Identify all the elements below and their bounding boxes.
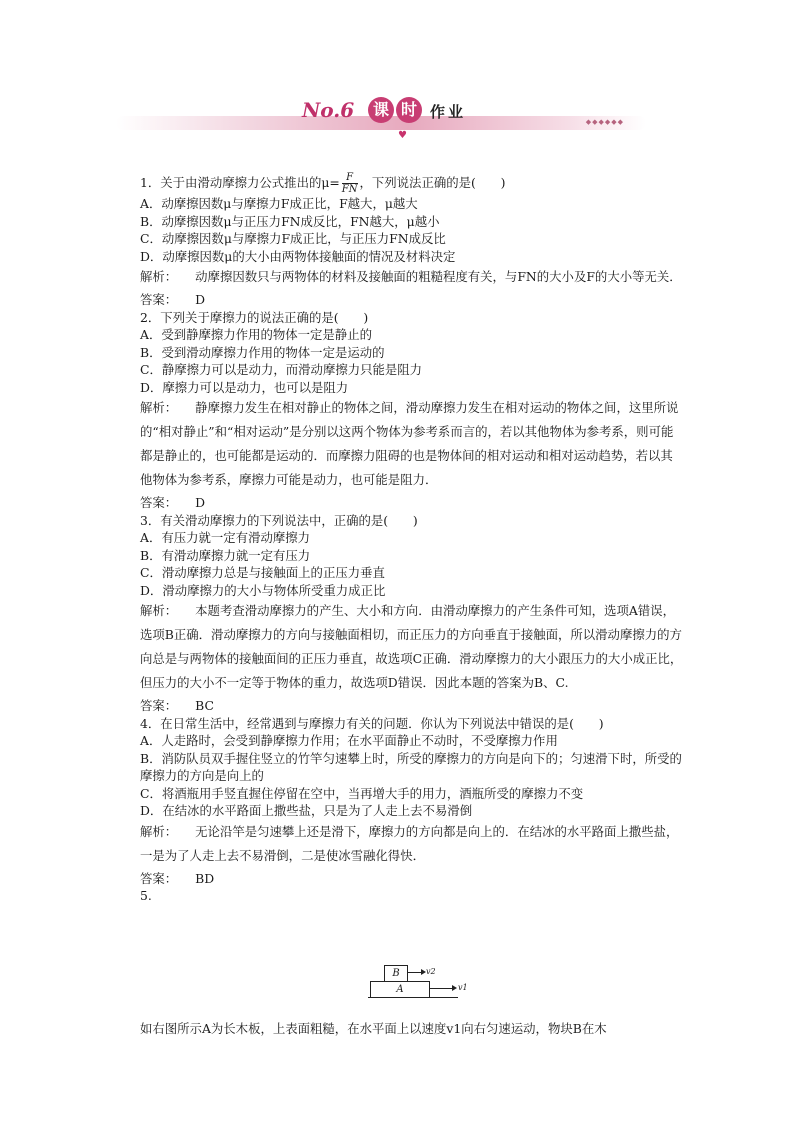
v2-label: v2 [426, 967, 436, 976]
q2-option-c: C．静摩擦力可以是动力，而滑动摩擦力只能是阻力 [140, 362, 423, 377]
q2-solution-text: 静摩擦力发生在相对静止的物体之间，滑动摩擦力发生在相对运动的物体之间，这里所说的“相对静止”和“相对运动”是分别以这两个物体为参考系而言的，若以其他物体为参考系，则可能都是静止的，也可能都是运动的．而摩擦力阻碍的也是物体间的相对运动和相对运动趋势，若以其他物体为参考系，摩擦力可能是动力，也可能是阻力． [140, 400, 679, 487]
q1-answer-value: D [195, 292, 206, 307]
q1-stem [140, 172, 685, 195]
q2-answer [140, 494, 685, 512]
q4-option-d: D．在结冰的水平路面上撒些盐，只是为了人走上去不易滑倒 [140, 803, 473, 818]
lesson-number: No.6 [302, 98, 355, 122]
decorative-dots: ◆◆◆◆◆◆ [585, 118, 624, 126]
q3-answer-value: BC [195, 698, 214, 713]
header-badge-2: 时 [396, 97, 422, 123]
q2-solution [120, 396, 685, 492]
q1-stem-a: 1．关于由滑动摩擦力公式推出的μ= [140, 175, 340, 190]
solution-label: 解析： [140, 400, 178, 415]
q1-option-c: C．动摩擦因数μ与摩擦力F成正比，与正压力FN成反比 [140, 231, 446, 246]
q4-option-a: A．人走路时，会受到静摩擦力作用；在水平面静止不动时，不受摩擦力作用 [140, 733, 558, 748]
q3-option-c: C．滑动摩擦力总是与接触面上的正压力垂直 [140, 565, 385, 580]
worksheet-content [140, 172, 685, 905]
q4-solution-text: 无论沿竿是匀速攀上还是滑下，摩擦力的方向都是向上的．在结冰的水平路面上撒些盐，一是为了人走上去不易滑倒，二是使冰雪融化得快． [140, 823, 679, 863]
header-badge-1: 课 [368, 97, 394, 123]
q5-text: 如右图所示A为长木板，上表面粗糙，在水平面上以速度v1向右匀速运动，物块B在木 [140, 1021, 607, 1037]
q2-answer-value: D [195, 495, 206, 510]
q3-solution-text: 本题考查滑动摩擦力的产生、大小和方向．由滑动摩擦力的产生条件可知，选项A错误，选项B正确．滑动摩擦力的方向与接触面相切，而正压力的方向垂直于接触面，所以滑动摩擦力的方向总是与两物体的接触面间的正压力垂直，故选项C正确．滑动摩擦力的大小跟压力的大小成正比，但压力的大小不一定等于物体的重力，故选项D错误．因此本题的答案为B、C. [140, 603, 683, 690]
q2-option-d: D．摩擦力可以是动力，也可以是阻力 [140, 379, 349, 395]
q1-stem-b: ，下列说法正确的是( ) [359, 175, 506, 190]
q4-option-b: B．消防队员双手握住竖立的竹竿匀速攀上时，所受的摩擦力的方向是向下的；匀速滑下时，所受的摩擦力的方向是向上的 [140, 750, 682, 783]
fraction-denominator: FN [341, 184, 358, 195]
q3-option-b: B．有滑动摩擦力就一定有压力 [140, 547, 311, 563]
answer-label: 答案： [140, 292, 178, 307]
board-a-label: A [396, 984, 404, 995]
q2-option-a: A．受到静摩擦力作用的物体一定是静止的 [140, 327, 372, 342]
answer-label: 答案： [140, 870, 178, 886]
q4-answer [140, 870, 685, 888]
q1-solution [120, 265, 685, 289]
solution-label: 解析： [140, 603, 178, 618]
q4-solution [120, 820, 685, 868]
velocity-v2-arrow [408, 972, 422, 973]
fraction-numerator: F [342, 172, 358, 184]
q3-option-a: A．有压力就一定有滑动摩擦力 [140, 530, 311, 545]
q3-option-d: D．滑动摩擦力的大小与物体所受重力成正比 [140, 582, 386, 598]
header-title: 作业 [430, 103, 467, 121]
q3-answer [140, 697, 685, 715]
q2-stem: 2．下列关于摩擦力的说法正确的是( ) [140, 309, 369, 325]
solution-label: 解析： [140, 269, 178, 284]
q1-option-b: B．动摩擦因数μ与正压力FN成反比，FN越大，μ越小 [140, 213, 440, 229]
answer-label: 答案： [140, 698, 178, 713]
solution-label: 解析： [140, 823, 178, 839]
header-banner [116, 96, 646, 142]
mu-fraction [342, 172, 358, 195]
q1-option-a: A．动摩擦因数μ与摩擦力F成正比，F越大，μ越大 [140, 196, 418, 211]
q4-answer-value: BD [195, 870, 215, 886]
q1-solution-text: 动摩擦因数只与两物体的材料及接触面的粗糙程度有关，与FN的大小及F的大小等无关． [195, 269, 682, 284]
q2-option-b: B．受到滑动摩擦力作用的物体一定是运动的 [140, 344, 385, 360]
q5-number: 5. [140, 888, 152, 903]
velocity-v1-arrow [429, 988, 453, 989]
answer-label: 答案： [140, 495, 178, 510]
q3-stem: 3．有关滑动摩擦力的下列说法中，正确的是( ) [140, 512, 418, 528]
heart-icon: ♥ [398, 130, 407, 141]
q4-stem: 4．在日常生活中，经常遇到与摩擦力有关的问题．你认为下列说法中错误的是( ) [140, 715, 604, 731]
q1-option-d: D．动摩擦因数μ的大小由两物体接触面的情况及材料决定 [140, 248, 456, 264]
blocks-figure [368, 962, 478, 1002]
q1-answer [140, 291, 685, 309]
board-a [370, 981, 430, 998]
q5-text-block [140, 1008, 685, 1050]
block-b-label: B [392, 968, 400, 979]
v1-label: v1 [458, 983, 468, 992]
q4-option-c: C．将酒瓶用手竖直握住停留在空中，当再增大手的用力，酒瓶所受的摩擦力不变 [140, 785, 584, 801]
q3-solution [120, 599, 685, 695]
block-b [384, 965, 408, 982]
